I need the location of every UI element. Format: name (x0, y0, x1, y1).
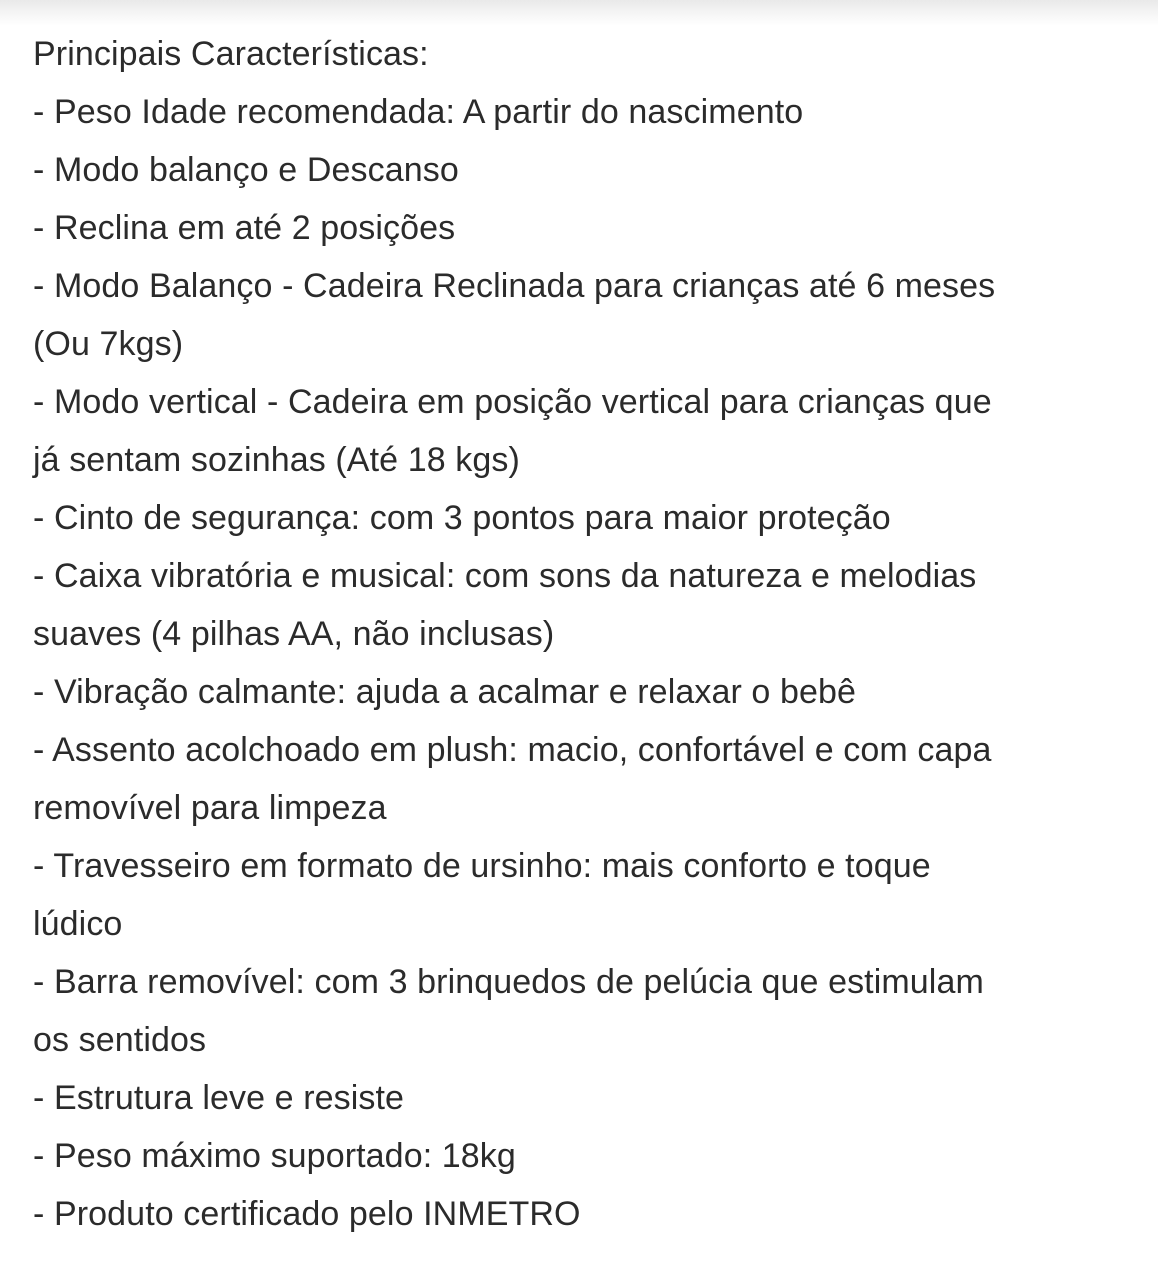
feature-line: - Modo balanço e Descanso (33, 151, 459, 189)
feature-line: - Modo vertical - Cadeira em posição vertical para crianças que (33, 383, 992, 421)
feature-line: - Vibração calmante: ajuda a acalmar e relaxar o bebê (33, 673, 857, 711)
feature-line: - Barra removível: com 3 brinquedos de pelúcia que estimulam (33, 963, 984, 1001)
feature-line: (Ou 7kgs) (33, 325, 184, 363)
feature-line: removível para limpeza (33, 789, 387, 827)
top-shadow-band (0, 0, 1158, 26)
feature-line: - Estrutura leve e resiste (33, 1079, 405, 1117)
feature-line: - Produto certificado pelo INMETRO (33, 1195, 581, 1233)
feature-line: - Peso Idade recomendada: A partir do nascimento (33, 93, 804, 131)
feature-line: suaves (4 pilhas AA, não inclusas) (33, 615, 555, 653)
feature-line: - Caixa vibratória e musical: com sons da natureza e melodias (33, 557, 977, 595)
feature-line: - Assento acolchoado em plush: macio, confortável e com capa (33, 731, 992, 769)
feature-line: já sentam sozinhas (Até 18 kgs) (33, 441, 520, 479)
feature-line: - Reclina em até 2 posições (33, 209, 456, 247)
feature-line: - Modo Balanço - Cadeira Reclinada para crianças até 6 meses (33, 267, 996, 305)
feature-line: os sentidos (33, 1021, 207, 1059)
feature-line: - Travesseiro em formato de ursinho: mais conforto e toque (33, 847, 931, 885)
features-text-block (33, 25, 1123, 1243)
features-heading: Principais Características: (33, 35, 429, 73)
feature-line: - Cinto de segurança: com 3 pontos para maior proteção (33, 499, 891, 537)
feature-line: lúdico (33, 905, 123, 943)
feature-line: - Peso máximo suportado: 18kg (33, 1137, 516, 1175)
